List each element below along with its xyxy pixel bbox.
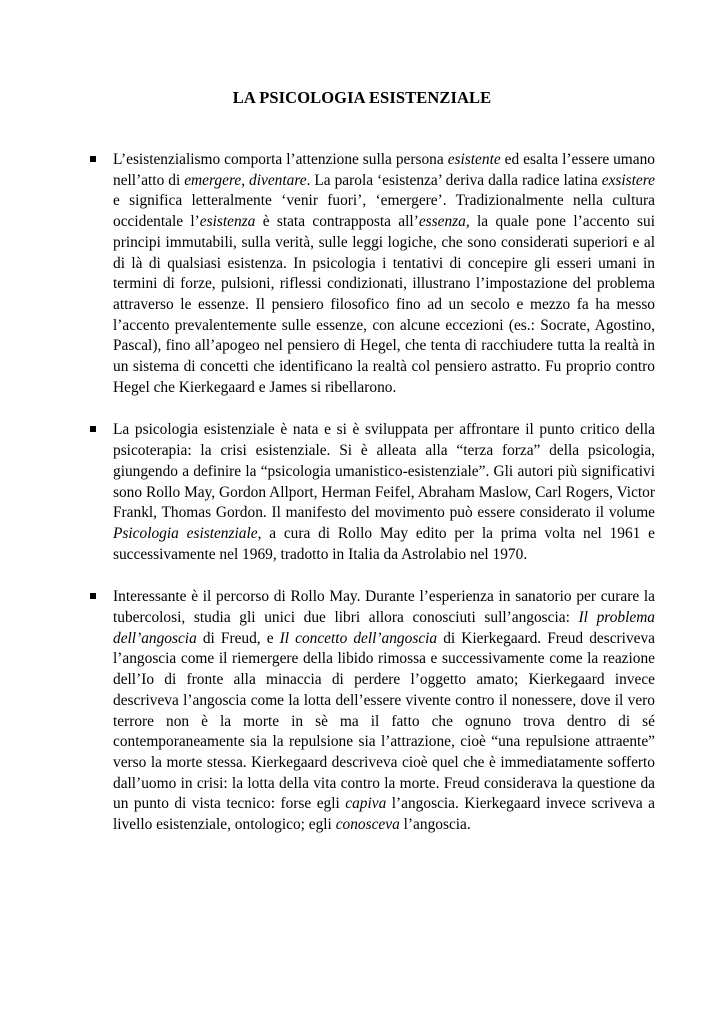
paragraph-text: L’esistenzialismo comporta l’attenzione sulla persona esistente ed esalta l’essere umano nell’atto di emergere, diventare. La parola ‘esistenza’ deriva dalla radice latina exsistere e significa letteralmente ‘venir fuori’, ‘emergere’. Tradizionalmente nella cultura occidentale l’esistenza è stata contrapposta all’essenza, la quale pone l’accento sui principi immutabili, sulla verità, sulle leggi logiche, che sono considerati superiori e al di là di qualsiasi esistenza. In psicologia i tentativi di concepire gli esseri umani in termini di forze, pulsioni, riflessi condizionati, illustrano l’impostazione del problema attraverso le essenze. Il pensiero filosofico fino ad un secolo e mezzo fa ha messo l’accento prevalentemente sulle essenze, con alcune eccezioni (es.: Socrate, Agostino, Pascal), fino all’apogeo nel pensiero di Hegel, che tenta di racchiudere tutta la realtà in un sistema di concetti che identificano la realtà col pensiero astratto. Fu proprio contro Hegel che Kierkegaard e James si ribellarono. xyxy=(113,151,656,396)
paragraph-text: Interessante è il percorso di Rollo May. Durante l’esperienza in sanatorio per curare la tubercolosi, studia gli unici due libri allora conosciuti sull’angoscia: Il problema dell’angoscia di Freud, e Il concetto dell’angoscia di Kierkegaard. Freud descriveva l’angoscia come il riemergere della libido rimossa e successivamente come la reazione dell’Io di fronte alla minaccia di perdere l’oggetto amato; Kierkegaard invece descriveva l’angoscia come la lotta dell’essere vivente contro il nonessere, dove il vero terrore non è la morte in sè ma il fatto che ognuno trova dentro di sé contemporaneamente sia la repulsione sia l’attrazione, cioè “una repulsione attraente” verso la morte stessa. Kierkegaard descriveva cioè quel che è immediatamente sofferto dall’uomo in crisi: la lotta della vita contro la morte. Freud considerava la questione da un punto di vista tecnico: forse egli capiva l’angoscia. Kierkegaard invece scriveva a livello esistenziale, ontologico; egli conosceva l’angoscia. xyxy=(113,588,656,834)
bullet-list xyxy=(0,150,724,858)
square-bullet-icon xyxy=(90,426,96,432)
bullet-item-2 xyxy=(0,420,724,565)
page-title: LA PSICOLOGIA ESISTENZIALE xyxy=(232,88,492,107)
paragraph-text: La psicologia esistenziale è nata e si è sviluppata per affrontare il punto critico della psicoterapia: la crisi esistenziale. Si è alleata alla “terza forza” della psicologia, giungendo a definire la “psicologia umanistico-esistenziale”. Gli autori più significativi sono Rollo May, Gordon Allport, Herman Feifel, Abraham Maslow, Carl Rogers, Victor Frankl, Thomas Gordon. Il manifesto del movimento può essere considerato il volume Psicologia esistenziale, a cura di Rollo May edito per la prima volta nel 1961 e successivamente nel 1969, tradotto in Italia da Astrolabio nel 1970. xyxy=(113,421,655,563)
bullet-item-3 xyxy=(0,587,724,835)
bullet-item-1 xyxy=(0,150,724,398)
square-bullet-icon xyxy=(90,593,96,599)
square-bullet-icon xyxy=(90,156,96,162)
